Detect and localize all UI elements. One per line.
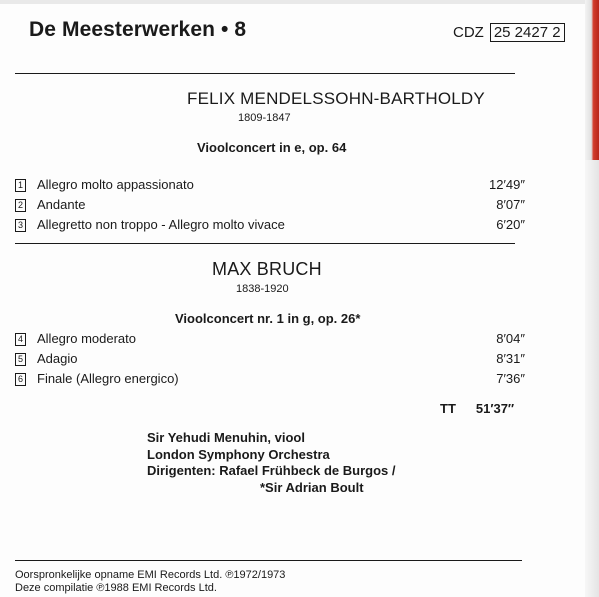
track-time: 8′04″ [496,331,525,346]
series-title: De Meesterwerken • 8 [29,18,247,41]
track-number: 5 [15,353,26,366]
track-number: 2 [15,199,26,212]
work-title: Vioolconcert in e, op. 64 [197,140,347,155]
composer-name: MAX BRUCH [212,259,322,279]
total-label: TT [440,401,456,416]
section-rule [15,243,515,244]
spine-fade [585,160,599,597]
track-time: 12′49″ [489,177,525,192]
performer-credits [147,430,396,496]
track-row [15,351,525,369]
scan-top-edge [0,0,599,4]
composer-dates: 1809-1847 [238,112,291,124]
track-row [15,331,525,349]
total-time [440,401,514,416]
track-time: 8′07″ [496,197,525,212]
red-spine-edge [585,0,599,597]
catalog-code: 25 2427 2 [490,23,565,42]
catalog-number [453,24,565,41]
track-number: 1 [15,179,26,192]
track-time: 6′20″ [496,217,525,232]
composer-name: FELIX MENDELSSOHN-BARTHOLDY [187,89,485,108]
composer-dates: 1838-1920 [236,283,289,295]
credit-line: *Sir Adrian Boult [260,479,364,495]
track-time: 8′31″ [496,351,525,366]
track-number: 3 [15,219,26,232]
total-value: 51′37″ [475,401,515,416]
credit-line: Dirigenten: Rafael Frühbeck de Burgos / [147,463,396,478]
work-title: Vioolconcert nr. 1 in g, op. 26* [175,311,361,326]
top-rule [15,73,515,74]
credit-line: Sir Yehudi Menuhin, viool [147,430,305,445]
track-title: Finale (Allegro energico) [37,371,179,386]
copyright-footer [15,569,285,594]
track-row [15,177,525,195]
track-time: 7′36″ [496,371,525,386]
credit-line: London Symphony Orchestra [147,446,330,462]
footer-rule [15,560,522,561]
track-title: Allegro moderato [37,331,136,346]
track-title: Andante [37,197,86,212]
track-number: 6 [15,373,26,386]
track-row [15,371,525,389]
footer-line: Oorspronkelijke opname EMI Records Ltd. ℗1972/1973 [15,569,286,581]
track-row [15,217,525,235]
track-number: 4 [15,333,26,346]
track-title: Allegro molto appassionato [37,177,194,192]
track-title: Adagio [37,351,78,366]
footer-line: Deze compilatie ℗1988 EMI Records Ltd. [15,581,217,594]
track-row [15,197,525,215]
catalog-prefix: CDZ [453,24,484,41]
track-title: Allegretto non troppo - Allegro molto vivace [37,217,285,232]
